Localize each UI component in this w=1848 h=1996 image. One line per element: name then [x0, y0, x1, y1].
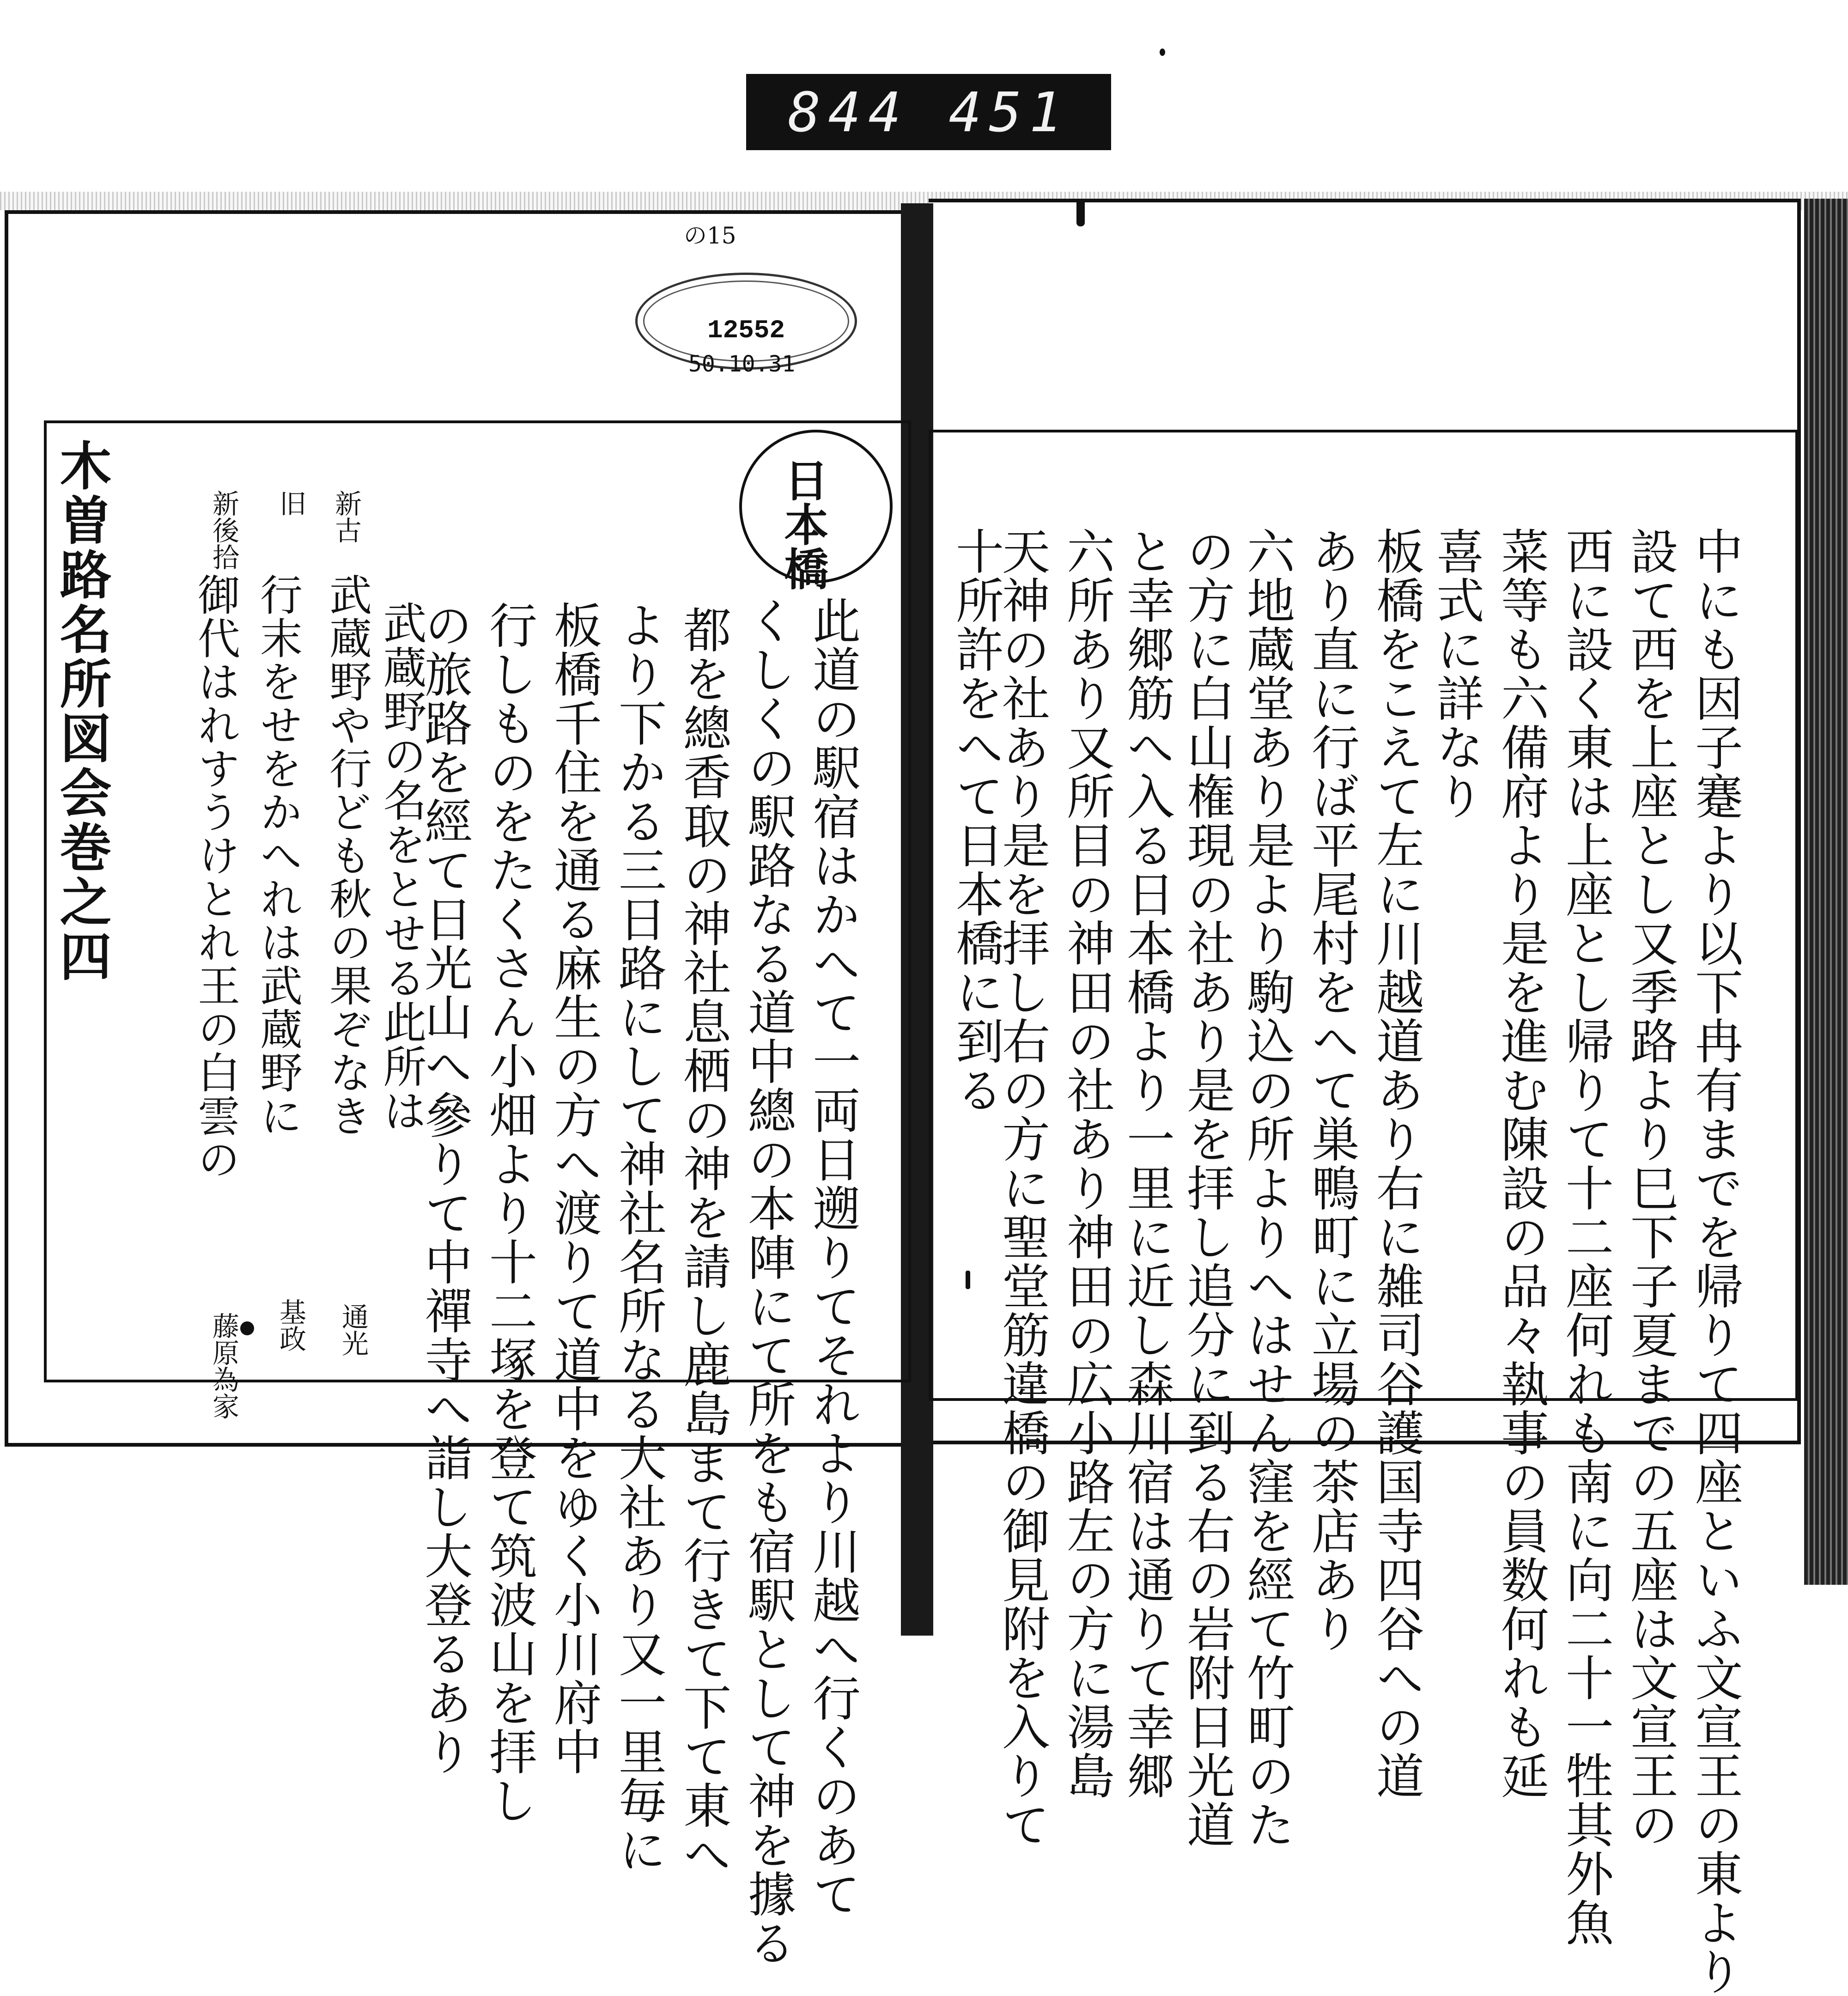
scan-speck: [1160, 49, 1165, 56]
right-body-column: 設て西を上座とし又季路より巳下子夏までの五座は文宣王の: [1622, 527, 1678, 1849]
scan-speck: [1076, 199, 1085, 226]
book-fore-edge: [1804, 199, 1848, 1585]
credit-label-shinko: 新古: [330, 490, 362, 543]
right-body-column: 板橋をこえて左に川越道あり右に雑司谷護国寺四谷への道: [1368, 527, 1424, 1800]
scan-speck: [240, 1321, 254, 1335]
left-body-column: 武蔵野の名をとせる此所は: [376, 601, 426, 1133]
left-body-column: 此道の駅宿はかへて一両日遡りてそれより川越へ行くのあて: [804, 596, 861, 1918]
left-body-column: くしくの駅路なる道中總の本陣にて所をも宿駅として神を據る: [740, 596, 796, 1967]
stamp-date: 50.10.31: [688, 351, 796, 377]
right-body-column: の方に白山権現の社あり是を拝し追分に到る右の岩附日光道: [1179, 527, 1235, 1849]
right-body-column: 六所あり又所目の神田の社あり神田の広小路左の方に湯島: [1058, 527, 1115, 1800]
film-number-text: 844 451: [788, 80, 1070, 144]
left-body-column: より下かる三日路にして神社名所なる大社あり又一里毎に: [610, 601, 667, 1874]
right-body-column: 中にも因子蹇より以下冉有までを帰りて四座といふ文宣王の東より: [1687, 527, 1743, 1996]
book-title: 木曽路名所図会巻之四: [51, 439, 112, 984]
poem-line-2: 行末をせをかへれは武蔵野に: [253, 573, 303, 1138]
poet-name-michimitsu: 通光: [337, 1303, 369, 1357]
right-body-column: 十所許をへて日本橋に到る: [948, 527, 1004, 1114]
stamp-number: 12552: [707, 316, 785, 345]
right-body-column: と幸郷筋へ入る日本橋より一里に近し森川宿は通りて幸郷: [1119, 527, 1175, 1800]
left-body-column: 板橋千住を通る麻生の方へ渡りて道中をゆく小川府中: [546, 601, 602, 1776]
credit-label-shingoshu: 新後拾: [208, 490, 239, 570]
poet-name-tameie: 藤原為家: [208, 1312, 239, 1419]
right-body-column: あり直に行ば平尾村をへて巣鴨町に立場の茶店あり: [1303, 527, 1360, 1653]
left-body-column: 行しものをたくさん小畑より十二塚を登て筑波山を拝し: [481, 601, 537, 1825]
poet-name-motomasa: 基政: [275, 1298, 306, 1352]
left-body-column: の旅路を經て日光山へ參りて中禪寺へ詣し大登るあり: [416, 601, 473, 1776]
scan-speck: [966, 1271, 970, 1289]
credit-label-kyu: 旧: [275, 490, 306, 517]
left-body-column: 都を總香取の神社息栖の神を請し鹿島まて行きて下て東へ: [675, 605, 731, 1879]
film-number-label: [746, 74, 1111, 150]
right-body-column: 天神の社あり是を拝し右の方に聖堂筋違橋の御見附を入りて: [994, 527, 1050, 1849]
heading-title: 日本橋: [777, 457, 829, 590]
folio-mark: の15: [684, 222, 736, 249]
poem-line-3: 御代はれすうけとれ王の白雲の: [191, 573, 240, 1181]
right-body-column: 西に設く東は上座とし帰りて十二座何れも南に向二十一牲其外魚: [1557, 527, 1614, 1947]
right-body-column: 六地蔵堂あり是より駒込の所よりへはせん窪を經て竹町のた: [1239, 527, 1295, 1849]
right-body-column: 菜等も六備府より是を進む陳設の品々執事の員数何れも延: [1493, 527, 1549, 1800]
stamp-ring: [643, 280, 849, 362]
poem-line-1: 武蔵野や行ども秋の果ぞなき: [322, 573, 372, 1138]
right-body-column: 喜式に詳なり: [1428, 527, 1484, 821]
